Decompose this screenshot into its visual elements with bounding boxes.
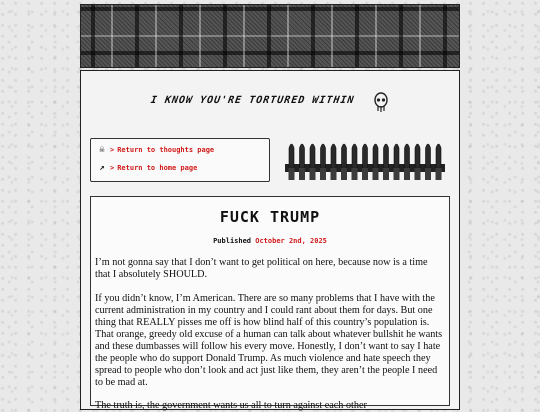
nav-link-label: Return to home page (117, 164, 198, 172)
nav-link-thoughts[interactable] (97, 143, 214, 157)
post-paragraph: If you didn’t know, I’m American. There are so many problems that I have with the current administration in my country and I could rant about them for days. But one thing that REALLY pisses me off is how blind half of this country’s population is. That orange, greedy old excuse of a human can talk about whatever bullshit he wants and these dumbasses will follow his every move. Honestly, I don’t want to say I hate the people who do support Donald Trump. As much violence and hate speech they spread to people who don’t look and act just like them, they aren’t the people I need to be mad at. (95, 293, 443, 388)
published-label: Published (213, 237, 252, 245)
nav-link-label: Return to thoughts page (117, 146, 215, 154)
site-title: I KNOW YOU'RE TORTURED WITHIN (150, 95, 356, 106)
arrow-icon: > (110, 146, 115, 154)
skull-icon (372, 92, 390, 114)
post-paragraph: I’m not gonna say that I don’t want to get political on here, because now is a time that I absolutely SHOULD. (95, 257, 428, 280)
plaid-banner (80, 4, 460, 68)
pin-icon: ↗ (99, 163, 105, 173)
post-date: October 2nd, 2025 (255, 237, 327, 245)
nav-link-home[interactable] (97, 161, 197, 175)
bullet-belt-image (285, 138, 445, 184)
post-meta (0, 237, 540, 245)
post-paragraph: The truth is, the government wants us all to turn against each other (95, 400, 367, 411)
post-title: FUCK TRUMP (219, 208, 321, 226)
skull-icon: ☠ (99, 145, 105, 155)
arrow-icon: > (110, 164, 115, 172)
nav-box (90, 138, 270, 182)
